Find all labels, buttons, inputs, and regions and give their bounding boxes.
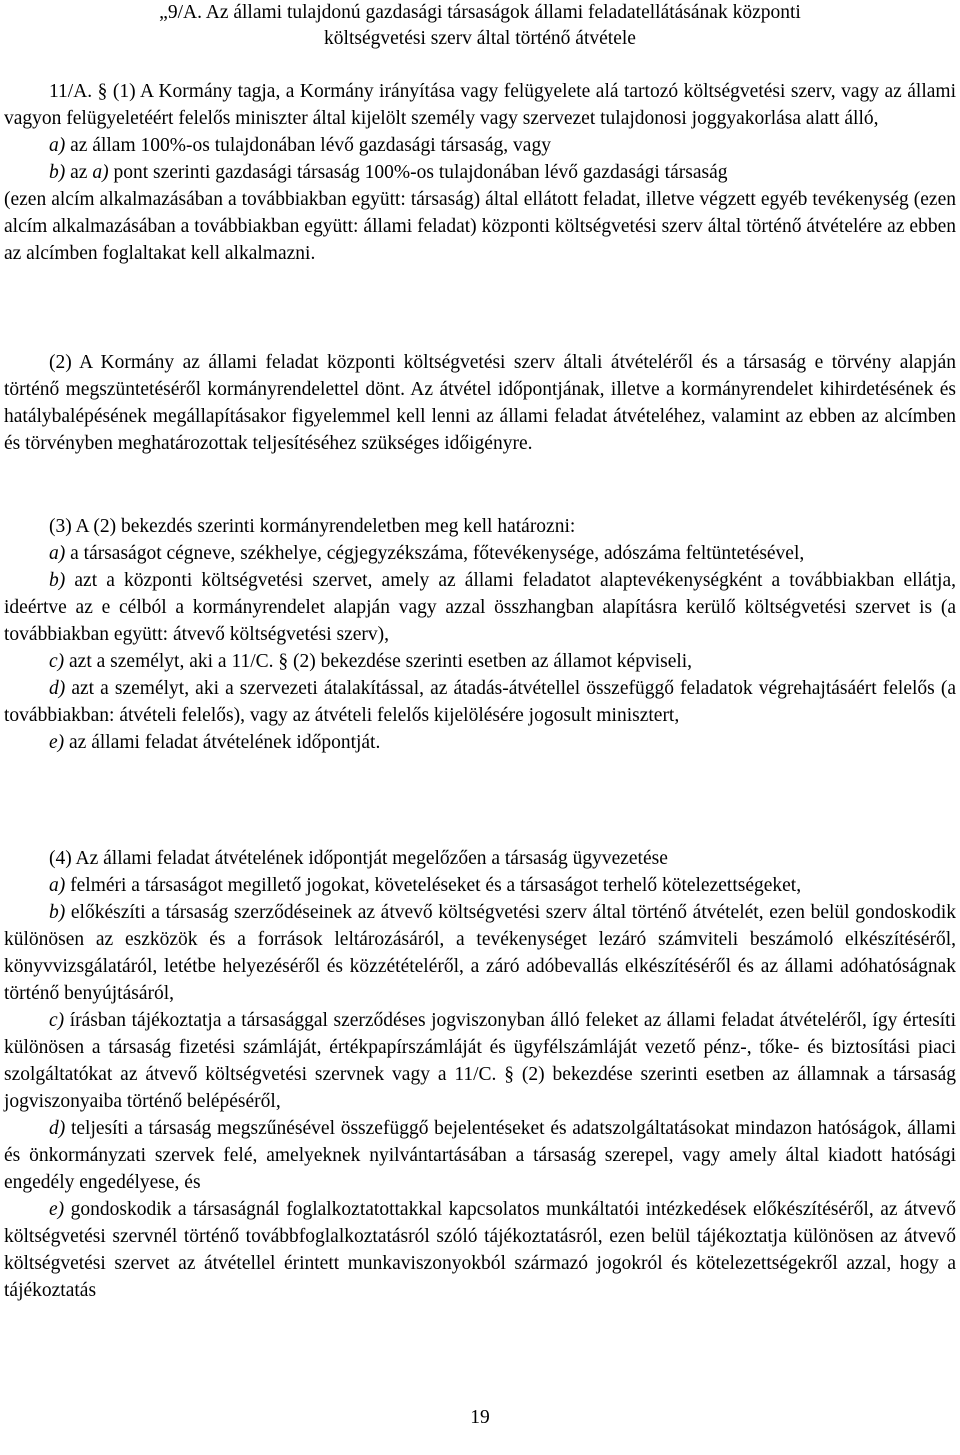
point-label: c) <box>49 651 65 672</box>
paragraph-1-head: 11/A. § (1) A Kormány tagja, a Kormány irányítása vagy felügyelete alá tartozó költségvetési szerv, vagy az állami vagyon felügyeletéért felelős miniszter által kijelölt személy vagy szervezet tulajdonosi joggyakorlása alatt álló, <box>4 81 956 129</box>
point-label: b) <box>49 570 66 591</box>
paragraph-3-point-a: a) a társaságot cégneve, székhelye, cégjegyzékszáma, főtevékenysége, adószáma feltüntetésével, <box>49 543 805 564</box>
point-label: a) <box>49 543 66 564</box>
point-label: c) <box>49 1010 65 1031</box>
point-label: d) <box>49 1118 66 1139</box>
paragraph-2-text: (2) A Kormány az állami feladat központi költségvetési szerv általi átvételéről és a társaság e törvény alapján történő megszüntetéséről kormányrendelettel dönt. Az átvétel időpontjának, illetve a kormányrendelet kihirdetésének és hatálybalépésének megállapításakor figyelemmel kell lenni az állami feladat átvételéhez, valamint az ebben az alcímben és törvényben meghatározottak teljesítéséhez szükséges időigényre. <box>4 352 956 454</box>
paragraph-4-point-e: e) gondoskodik a társaságnál foglalkoztatottakkal kapcsolatos munkáltatói intézkedések előkészítéséről, az átvevő költségvetési szervnél történő továbbfoglalkoztatásról szóló tájékoztatásról, ezen belül tájékoztatja különösen az átvevő költségvetési szervet az átvétellel érintett munkaviszonyokból származó jogokról és kötelezettségekről azzal, hogy a tájékoztatás <box>4 1199 956 1301</box>
point-label: b) <box>49 902 66 923</box>
point-label: a) <box>49 875 66 896</box>
paragraph-3-head: (3) A (2) bekezdés szerinti kormányrendeletben meg kell határozni: <box>49 516 576 537</box>
paragraph-4-point-d: d) teljesíti a társaság megszűnésével összefüggő bejelentéseket és adatszolgáltatásokat mindazon hatóságok, állami és önkormányzati szervek felé, amelyeknek nyilvántartásában a társaság szerepel, vagy amely által kiadott hatósági engedély engedélyese, és <box>4 1118 956 1193</box>
paragraph-3 <box>4 513 956 756</box>
page-number: 19 <box>470 1407 490 1428</box>
paragraph-4-point-a: a) felméri a társaságot megillető jogokat, követeléseket és a társaságot terhelő kötelezettségeket, <box>49 875 802 896</box>
point-label: a) <box>49 135 66 156</box>
point-label: e) <box>49 1199 65 1220</box>
paragraph-1 <box>4 78 956 267</box>
paragraph-4-point-b: b) előkészíti a társaság szerződéseinek az átvevő költségvetési szerv által történő átvételét, ezen belül gondoskodik különösen az eszközök és a források leltározásáról, a tevékenységet lezáró számviteli beszámoló elkészítéséről, könyvvizsgálatáról, letétbe helyezéséről és közzétételéről, a záró adóbevallás elkészítéséről és az állami adóhatóságnak történő benyújtásáról, <box>4 902 956 1004</box>
paragraph-4-point-c: c) írásban tájékoztatja a társasággal szerződéses jogviszonyban álló feleket az állami feladat átvételéről, így értesíti különösen a társaság fizetési számláját, értékpapírszámláját és ügyfélszámláját vezető pénz-, tőke- és biztosítási piaci szolgáltatókat az átvevő költségvetési szervnek vagy a 11/C. § (2) bekezdése szerinti esetben az államnak a társaság jogviszonyaiba történő belépéséről, <box>4 1010 956 1112</box>
paragraph-3-point-c: c) azt a személyt, aki a 11/C. § (2) bekezdése szerinti esetben az államot képviseli, <box>49 651 693 672</box>
paragraph-1-point-b: b) az a) pont szerinti gazdasági társaság 100%-os tulajdonában lévő gazdasági társaság <box>49 162 728 183</box>
point-label: e) <box>49 732 65 753</box>
point-reference: a) <box>92 162 109 183</box>
paragraph-1-point-a: a) az állam 100%-os tulajdonában lévő gazdasági társaság, vagy <box>49 135 551 156</box>
section-title <box>70 0 890 52</box>
paragraph-2 <box>4 349 956 457</box>
paragraph-4-head: (4) Az állami feladat átvételének időpontját megelőzően a társaság ügyvezetése <box>49 848 668 869</box>
point-label: d) <box>49 678 66 699</box>
paragraph-4 <box>4 845 956 1304</box>
point-label: b) <box>49 162 66 183</box>
paragraph-3-point-e: e) az állami feladat átvételének időpontját. <box>49 732 381 753</box>
paragraph-1-tail: (ezen alcím alkalmazásában a továbbiakban együtt: társaság) által ellátott feladat, illetve végzett egyéb tevékenység (ezen alcím alkalmazásában a továbbiakban együtt: állami feladat) központi költségvetési szerv által történő átvételére az ebben az alcímben foglaltakat kell alkalmazni. <box>4 189 956 264</box>
title-line-1: „9/A. Az állami tulajdonú gazdasági társaságok állami feladatellátásának központi <box>159 2 801 23</box>
paragraph-3-point-d: d) azt a személyt, aki a szervezeti átalakítással, az átadás-átvétellel összefüggő feladatok végrehajtásáért felelős (a továbbiakban: átvételi felelős), vagy az átvételi felelős kijelölésére jogosult minisztert, <box>4 678 956 726</box>
title-line-2: költségvetési szerv által történő átvétele <box>324 28 636 49</box>
paragraph-3-point-b: b) azt a központi költségvetési szervet, amely az állami feladatot alaptevékenységként a továbbiakban ellátja, ideértve az e célból a kormányrendelet alapján vagy azzal összhangban alapításra kerülő költségvetési szervet is (a továbbiakban együtt: átvevő költségvetési szerv), <box>4 570 956 645</box>
